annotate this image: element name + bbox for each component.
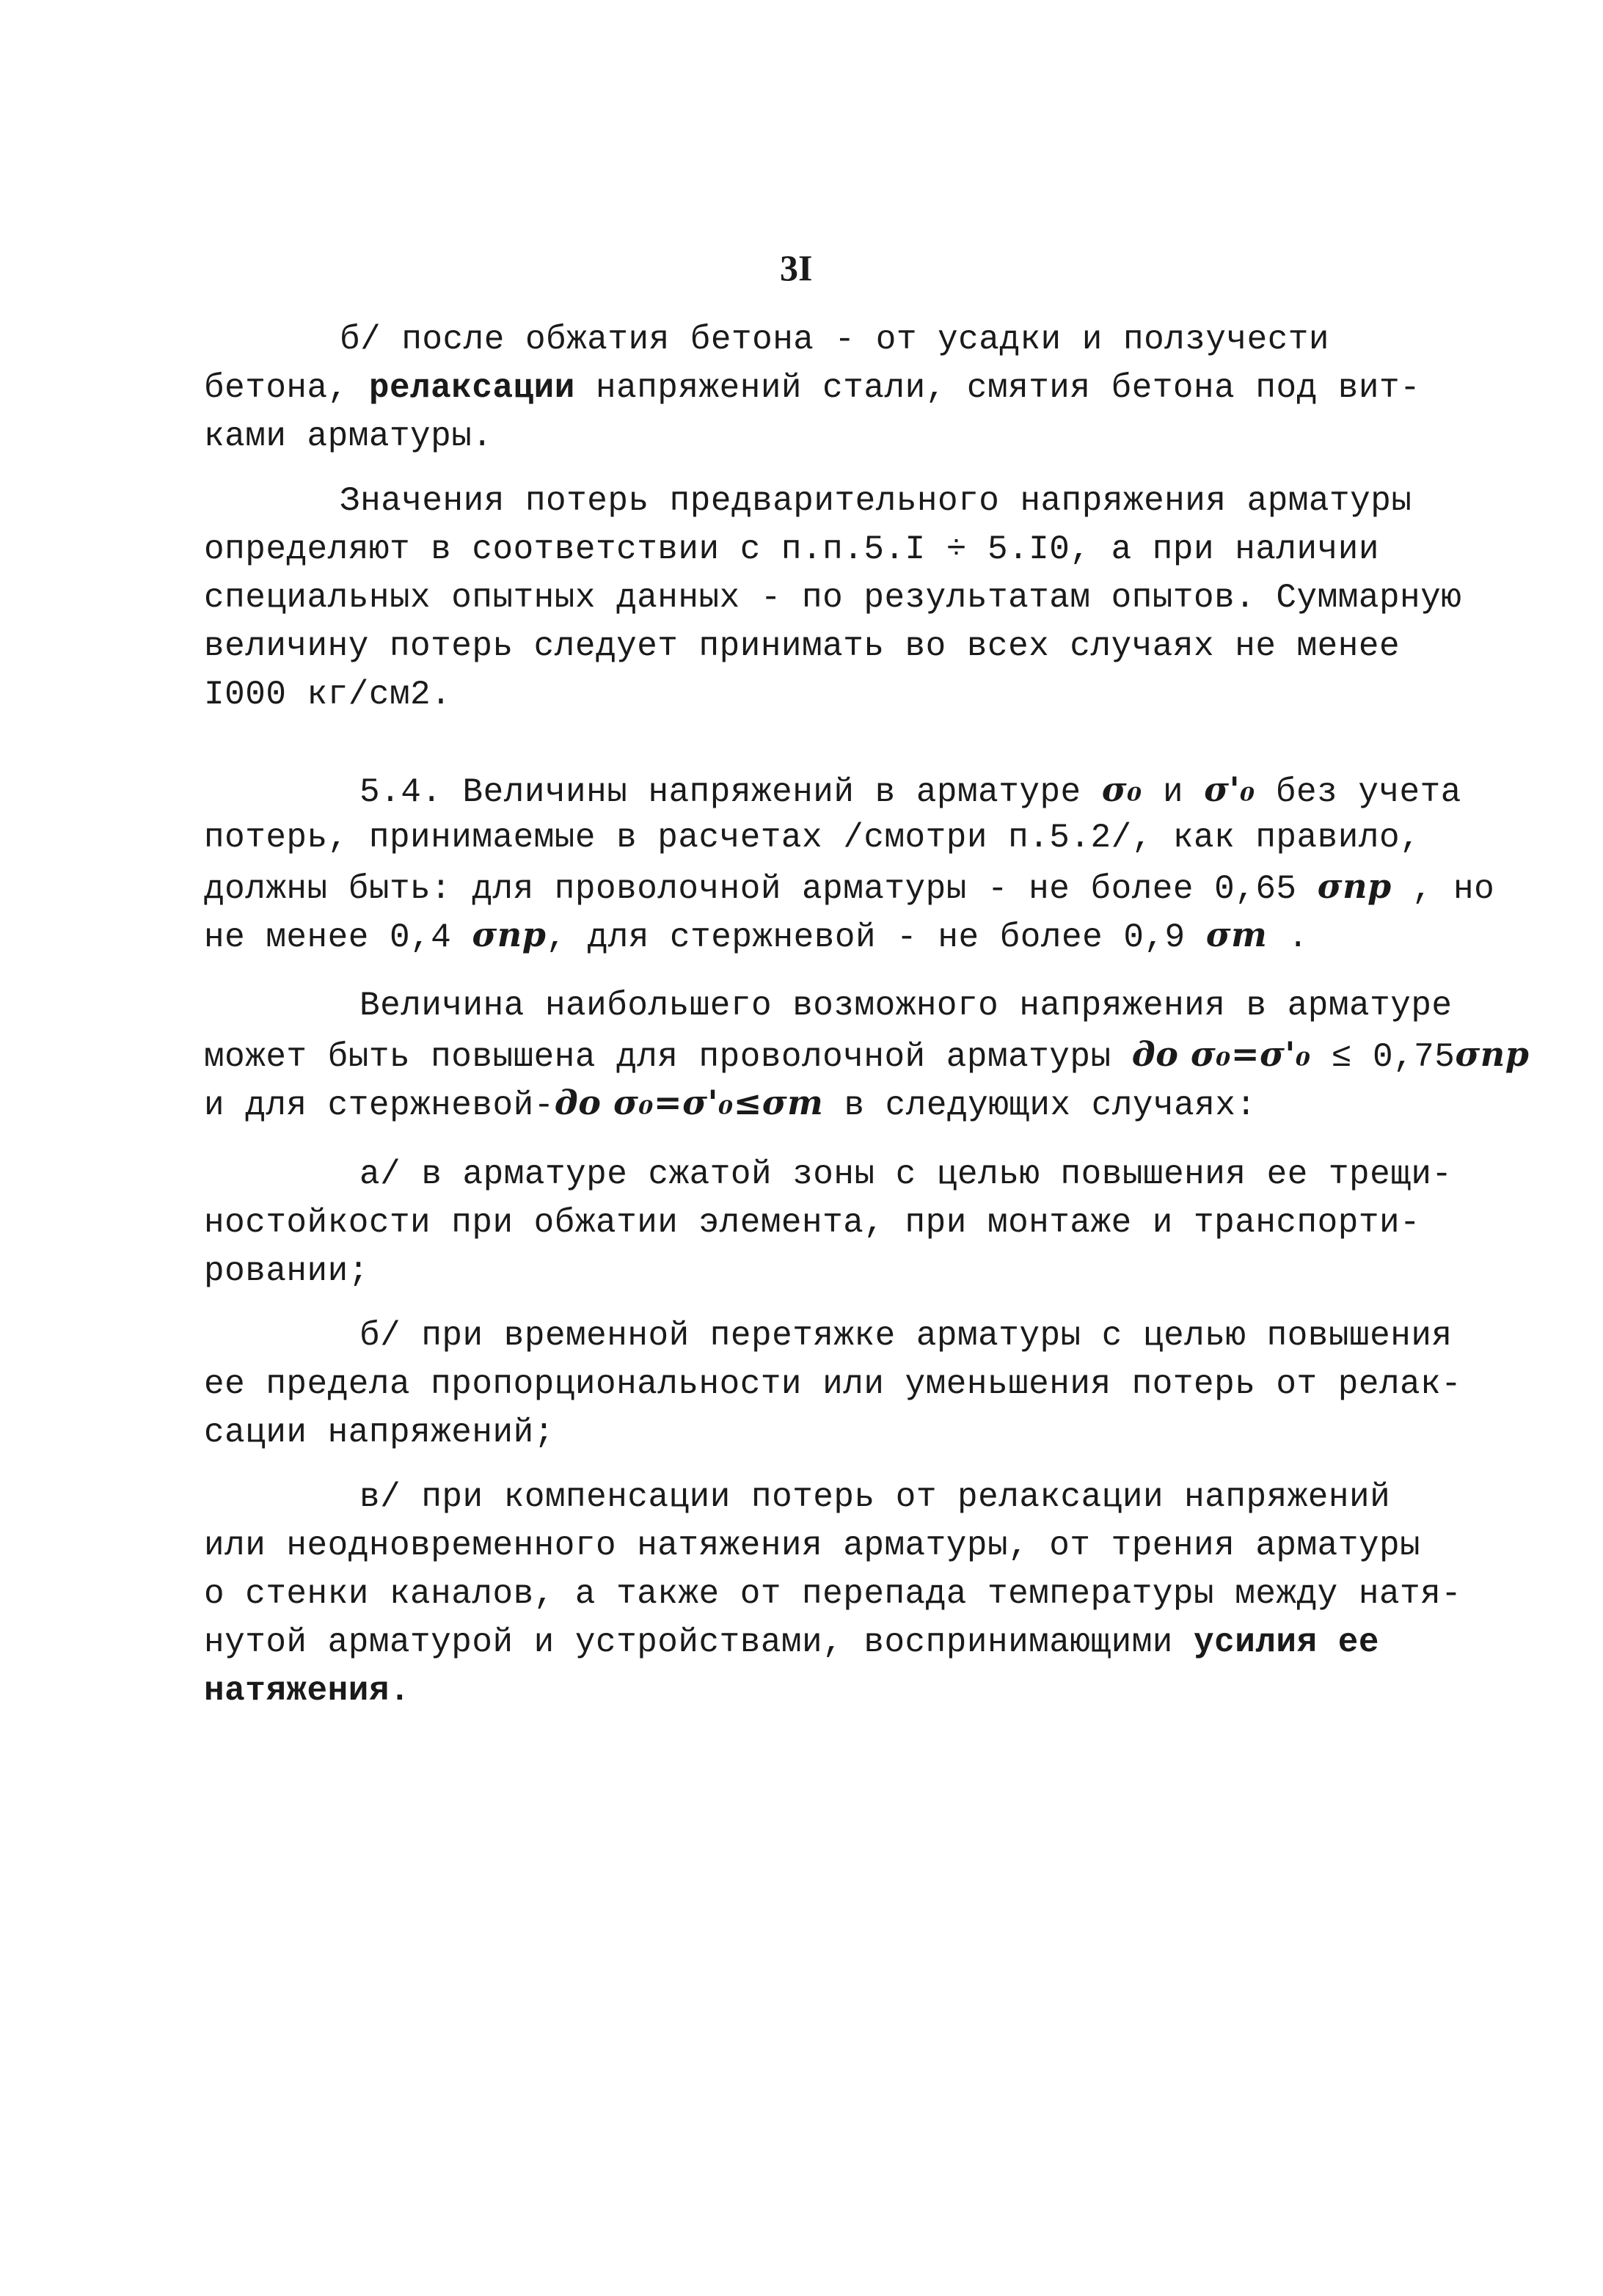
text-line: сации напряжений;: [204, 1414, 555, 1452]
text-span: 5.4. Величины напряжений в арматуре: [359, 773, 1102, 811]
text-line: [204, 1080, 1257, 1128]
text-line: о стенки каналов, а также от перепада температуры между натя-: [204, 1575, 1462, 1613]
text-span: нутой арматурой и устройствами, воспринимающими: [204, 1623, 1194, 1661]
symbol-sigma-pr: σпр: [1317, 866, 1392, 906]
text-span: и для стержневой-: [204, 1086, 555, 1125]
text-span: без учета: [1255, 773, 1461, 811]
text-line: специальных опытных данных - по результатам опытов. Суммарную: [204, 579, 1462, 617]
text-line: [204, 912, 1309, 960]
symbol-sigma-pr: σпр: [472, 915, 547, 954]
text-line: I000 кг/см2.: [204, 676, 452, 714]
text-line: потерь, принимаемые в расчетах /смотри п.5.2/, как правило,: [204, 819, 1421, 857]
text-line: Величина наибольшего возможного напряжения в арматуре: [359, 987, 1453, 1025]
text-line: [204, 365, 1420, 411]
text-line: а/ в арматуре сжатой зоны с целью повышения ее трещи-: [359, 1155, 1453, 1193]
text-span-bold: релаксации: [368, 369, 575, 407]
text-line: б/ при временной перетяжке арматуры с целью повышения: [359, 1317, 1453, 1355]
text-span: напряжений стали, смятия бетона под вит-: [574, 369, 1421, 407]
text-span: может быть повышена для проволочной арматуры: [204, 1038, 1132, 1076]
text-line: ее предела пропорциональности или уменьшения потерь от релак-: [204, 1365, 1462, 1403]
text-span: и: [1142, 773, 1205, 811]
text-span-bold: усилия ее: [1194, 1623, 1379, 1661]
text-line: определяют в соответствии с п.п.5.I ÷ 5.I0, а при наличии: [204, 530, 1379, 568]
text-line: в/ при компенсации потерь от релаксации напряжений: [359, 1478, 1391, 1516]
text-line: [204, 1620, 1379, 1665]
text-line: или неодновременного натяжения арматуры, от трения арматуры: [204, 1527, 1421, 1565]
formula-sigma-equality: до σ₀=σ'₀: [1131, 1034, 1311, 1074]
text-span: .: [1267, 918, 1309, 957]
symbol-sigma-t: σт: [1205, 915, 1268, 954]
text-line: величину потерь следует принимать во всех случаях не менее: [204, 627, 1401, 665]
text-span: бетона,: [204, 369, 369, 407]
text-line: б/ после обжатия бетона - от усадки и ползучести: [340, 321, 1330, 359]
text-line: [204, 1031, 1529, 1080]
text-line: [204, 863, 1494, 912]
text-line: [359, 767, 1461, 815]
text-line: натяжения.: [204, 1672, 411, 1710]
text-span: должны быть: для проволочной арматуры - не более 0,65: [204, 870, 1318, 908]
text-span: , для стержневой - не более 0,9: [546, 918, 1206, 957]
symbol-sigma-0: σ₀: [1101, 769, 1142, 809]
symbol-sigma-0-prime: σ'₀: [1204, 769, 1255, 809]
text-span: , но: [1391, 870, 1495, 908]
text-line: ровании;: [204, 1252, 369, 1290]
page-number: 3I: [780, 247, 813, 288]
text-span: не менее 0,4: [204, 918, 472, 957]
formula-sigma-rod: до σ₀=σ'₀≤σт: [554, 1083, 824, 1122]
text-line: ками арматуры.: [204, 417, 493, 456]
symbol-sigma-pr: σпр: [1455, 1034, 1530, 1074]
text-line: Значения потерь предварительного напряжения арматуры: [340, 482, 1412, 520]
text-span: в следующих случаях:: [823, 1086, 1257, 1125]
text-line: ностойкости при обжатии элемента, при монтаже и транспорти-: [204, 1204, 1421, 1242]
text-span: ≤ 0,75: [1310, 1038, 1456, 1076]
